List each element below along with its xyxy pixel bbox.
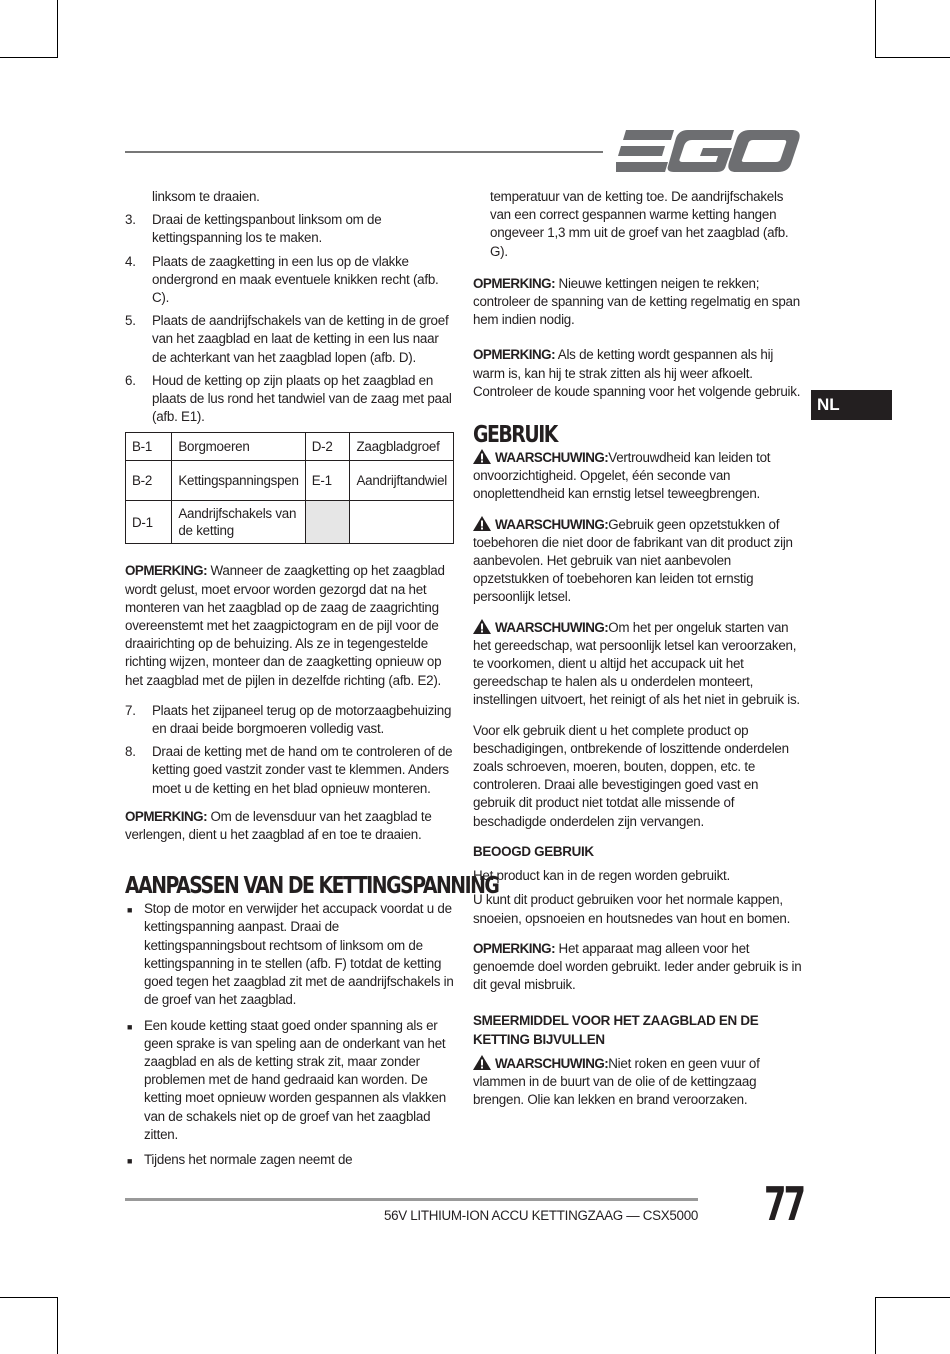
table-row: B-1 Borgmoeren D-2 Zaagbladgroef: [126, 433, 454, 461]
bullet-square-icon: ■: [127, 1021, 133, 1032]
body-paragraph: U kunt dit product gebruiken voor het normale kappen, snoeien, opsnoeien en houtsnedes van hout en bomen.: [473, 892, 791, 926]
crop-mark: [875, 1297, 950, 1298]
parts-table: [125, 432, 454, 544]
bullet-square-icon: ■: [127, 905, 133, 916]
table-row: B-2 Kettingspanningspen E-1 Aandrijftandwiel: [126, 461, 454, 501]
subsection-title: BEOOGD GEBRUIK: [473, 843, 594, 859]
list-item: ■ Tijdens het normale zagen neemt de: [125, 1151, 455, 1170]
page-number: 77: [764, 1177, 804, 1231]
body-paragraph: Voor elk gebruik dient u het complete product op beschadigingen, ontbrekende of loszittende onderdelen zoals schroeven, moeren, bouten, doppen, etc. te controleren. Draai alle bevestigingen goed vast en gebruik dit product niet totdat alle missende of beschadigde onderdelen zijn vervangen.: [473, 722, 789, 829]
left-column: [125, 188, 499, 1177]
ego-logo: [616, 128, 800, 174]
section-title: GEBRUIK: [473, 422, 557, 449]
table-row: D-1 Aandrijfschakels van de ketting: [126, 501, 454, 544]
crop-mark: [57, 0, 58, 58]
footer-title: 56V LITHIUM-ION ACCU KETTINGZAAG — CSX5000: [383, 1208, 698, 1223]
warning-paragraph: WAARSCHUWING:Gebruik geen opzetstukken of toebehoren die niet door de fabrikant van dit product zijn aanbevolen. Het gebruik van niet aanbevolen opzetstukken of toebehoren kan leiden tot ernstig persoonlijk letsel.: [473, 516, 793, 605]
warning-triangle-icon: [473, 619, 491, 634]
subsection-title: SMEERMIDDEL VOOR HET ZAAGBLAD EN DE KETTING BIJVULLEN: [473, 1013, 759, 1047]
crop-mark: [57, 1297, 58, 1354]
note-paragraph: OPMERKING: Nieuwe kettingen neigen te rekken; controleer de spanning van de ketting regelmatig en span hem indien nodig.: [473, 275, 800, 328]
list-item: 3. Draai de kettingspanbout linksom om de kettingspanning los te maken.: [125, 212, 382, 246]
crop-mark: [875, 57, 950, 58]
section-title: AANPASSEN VAN DE KETTINGSPANNING: [125, 873, 499, 900]
body-paragraph: Het product kan in de regen worden gebruikt.: [473, 868, 730, 884]
crop-mark: [0, 1297, 58, 1298]
list-item: 8. Draai de ketting met de hand om te controleren of de ketting goed vastzit zonder vast te klemmen. Anders moet u de ketting en het blad opnieuw monteren.: [125, 744, 453, 796]
warning-triangle-icon: [473, 1055, 491, 1070]
header-rule: [125, 151, 603, 153]
list-item: 7. Plaats het zijpaneel terug op de motorzaagbehuizing en draai beide borgmoeren volledig vast.: [125, 702, 452, 737]
list-item: 5. Plaats de aandrijfschakels van de ketting in de groef van het zaagblad en laat de ketting in een lus naar de achterkant van het zaagblad lopen (afb. D).: [125, 313, 449, 365]
bullet-square-icon: ■: [127, 1155, 133, 1166]
list-item: 6. Houd de ketting op zijn plaats op het zaagblad en plaats de lus rond het tandwiel van de zaag met paal (afb. E1).: [125, 372, 452, 425]
warning-paragraph: WAARSCHUWING:Vertrouwdheid kan leiden tot onvoorzichtigheid. Opgelet, één seconde van onoplettendheid kan ernstig letsel teweegbrengen.: [473, 450, 771, 502]
note-paragraph: OPMERKING: Als de ketting wordt gespannen als hij warm is, kan hij te strak zitten als hij weer afkoelt. Controleer de koude spanning voor het volgende gebruik.: [473, 347, 801, 399]
note-paragraph: OPMERKING: Het apparaat mag alleen voor het genoemde doel worden gebruikt. Ieder ander gebruik is in dit geval misbruik.: [473, 940, 802, 993]
list-item: 4. Plaats de zaagketting in een lus op de vlakke ondergrond en maak eventuele knikken recht (afb. C).: [125, 253, 439, 306]
warning-paragraph: WAARSCHUWING:Om het per ongeluk starten van het gereedschap, wat persoonlijk letsel kan veroorzaken, te voorkomen, dient u altijd het accupack uit het gereedschap te halen als u onderdelen monteert, instellingen uitvoert, het reinigt of als het niet in gebruik is.: [473, 619, 800, 708]
step-continuation: temperatuur van de ketting toe. De aandrijfschakels van een correct gespannen warme ketting hangen ongeveer 1,3 mm uit de groef van het zaagblad (afb. G).: [490, 189, 789, 259]
list-item: ■ Een koude ketting staat goed onder spanning als er geen sprake is van speling aan de onderkant van het zaagblad en als de ketting strak zit, maar zonder problemen met de hand gedraaid kan worden. De ketting moet opnieuw worden gespannen als vlakken van de schakels niet op de groef van het zaagblad zitten.: [125, 1017, 455, 1144]
footer-rule: [125, 1198, 698, 1201]
crop-mark: [875, 1297, 876, 1354]
note-paragraph: OPMERKING: Om de levensduur van het zaagblad te verlengen, dient u het zaagblad af en toe te draaien.: [125, 808, 432, 843]
step-continuation: linksom te draaien.: [152, 189, 260, 204]
crop-mark: [0, 57, 58, 58]
right-column: [473, 188, 803, 1121]
note-paragraph: OPMERKING: Wanneer de zaagketting op het zaagblad wordt gelust, moet ervoor worden gezorgd dat na het monteren van het zaagblad op de zaag de zaagrichting overeenstemt met het zaagpictogram en de pijl voor de draairichting op de behuizing. Als ze in tegengestelde richting wijzen, monteer dan de zaagketting opnieuw op het zaagblad met de pijlen in dezelfde richting (afb. E2).: [125, 563, 445, 688]
crop-mark: [875, 0, 876, 58]
warning-triangle-icon: [473, 516, 491, 531]
warning-triangle-icon: [473, 449, 491, 464]
list-item: ■ Stop de motor en verwijder het accupack voordat u de kettingspanning aanpast. Draai de kettingspanningsbout rechtsom of linksom om de kettingspanning in te stellen (afb. F) totdat de ketting goed tegen het zaagblad zit met de aandrijfschakels in de groef van het zaagblad.: [125, 900, 455, 1009]
language-tab: NL: [811, 390, 892, 420]
warning-paragraph: WAARSCHUWING:Niet roken en geen vuur of vlammen in de buurt van de olie of de kettingzaag brengen. Olie kan lekken en brand veroorzaken.: [473, 1055, 760, 1108]
